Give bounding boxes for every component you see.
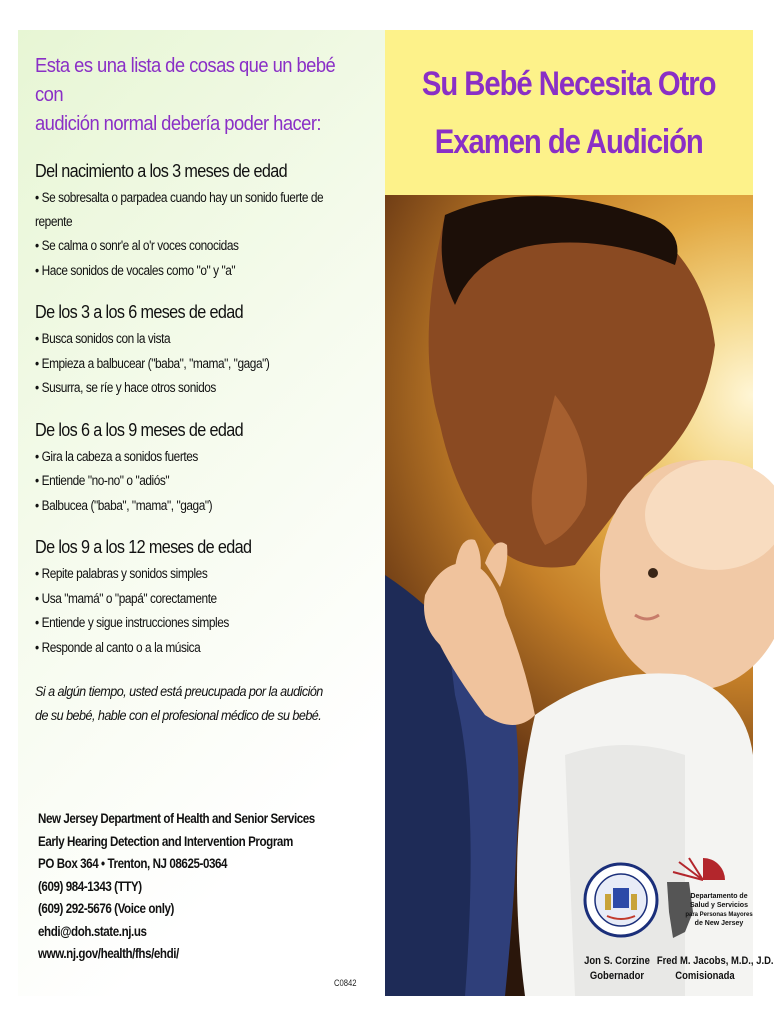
section-title: De los 6 a los 9 meses de edad — [35, 419, 244, 440]
brochure-page — [18, 30, 774, 996]
intro-text — [35, 52, 339, 139]
advice-text: Si a algún tiempo, usted está preucupada por la audición de su bebé, hable con el profesional médico de su bebé. — [35, 683, 323, 723]
contact-address: PO Box 364 • Trenton, NJ 08625-0364 — [38, 856, 228, 871]
bullet-list — [35, 445, 385, 519]
contact-tty: (609) 984-1343 (TTY) — [38, 878, 142, 894]
bullet-list — [35, 327, 385, 401]
nj-state-seal-icon — [583, 848, 659, 952]
cover-title-line: Su Bebé Necesita Otro — [422, 64, 716, 103]
list-item: • Se sobresalta o parpadea cuando hay un sonido fuerte de repente — [35, 190, 324, 229]
commissioner-signature — [656, 954, 774, 984]
governor-role: Gobernador — [589, 970, 645, 982]
logo-line: Salud y Servicios — [690, 902, 748, 909]
commissioner-name: Fred M. Jacobs, M.D., J.D. — [656, 955, 774, 967]
intro-line: audición normal debería poder hacer: — [35, 113, 321, 135]
section-9-12-months — [35, 537, 385, 660]
list-item: • Susurra, se ríe y hace otros sonidos — [35, 380, 216, 395]
list-item: • Gira la cabeza a sonidos fuertes — [35, 448, 198, 464]
list-item: • Empieza a balbucear ("baba", "mama", "gaga") — [35, 355, 270, 371]
list-item: • Hace sonidos de vocales como "o" y "a" — [35, 262, 236, 278]
section-title: De los 3 a los 6 meses de edad — [35, 302, 244, 322]
section-3-6-months — [35, 302, 385, 401]
section-title: De los 9 a los 12 meses de edad — [35, 537, 252, 557]
governor-signature — [574, 954, 660, 984]
contact-block — [38, 808, 315, 966]
list-item: • Se calma o sonr'e al o'r voces conocidas — [35, 238, 239, 253]
logo-line: Departamento de — [690, 893, 748, 900]
health-department-logo — [659, 852, 753, 948]
section-title: Del nacimiento a los 3 meses de edad — [35, 161, 287, 181]
commissioner-role: Comisionada — [675, 970, 735, 982]
intro-line: Esta es una lista de cosas que un bebé con — [35, 55, 336, 106]
logo-line: de New Jersey — [694, 920, 744, 927]
contact-org: New Jersey Department of Health and Senior Services — [38, 811, 315, 826]
contact-email: ehdi@doh.state.nj.us — [38, 923, 147, 939]
section-6-9-months — [35, 420, 385, 519]
list-item: • Usa "mamá" o "papá" corectamente — [35, 590, 217, 606]
list-item: • Entiende "no-no" o "adiós" — [35, 473, 170, 488]
list-item: • Responde al canto o a la música — [35, 639, 201, 655]
list-item: • Busca sonidos con la vista — [35, 331, 171, 346]
contact-website: www.nj.gov/health/fhs/ehdi/ — [38, 946, 179, 961]
section-0-3-months — [35, 161, 385, 283]
governor-name: Jon S. Corzine — [584, 955, 650, 967]
bullet-list — [35, 186, 385, 283]
document-code: C0842 — [334, 978, 357, 988]
bullet-list — [35, 562, 385, 660]
milestones-panel — [18, 30, 385, 996]
list-item: • Balbucea ("baba", "mama", "gaga") — [35, 497, 213, 513]
logo-line: para Personas Mayores — [685, 912, 753, 918]
cover-title-line: Examen de Audición — [435, 122, 703, 161]
title-box — [385, 30, 753, 195]
contact-program: Early Hearing Detection and Intervention Program — [38, 833, 293, 849]
contact-voice: (609) 292-5676 (Voice only) — [38, 901, 174, 916]
list-item: • Repite palabras y sonidos simples — [35, 566, 208, 581]
cover-panel — [385, 30, 774, 996]
list-item: • Entiende y sigue instrucciones simples — [35, 615, 229, 630]
